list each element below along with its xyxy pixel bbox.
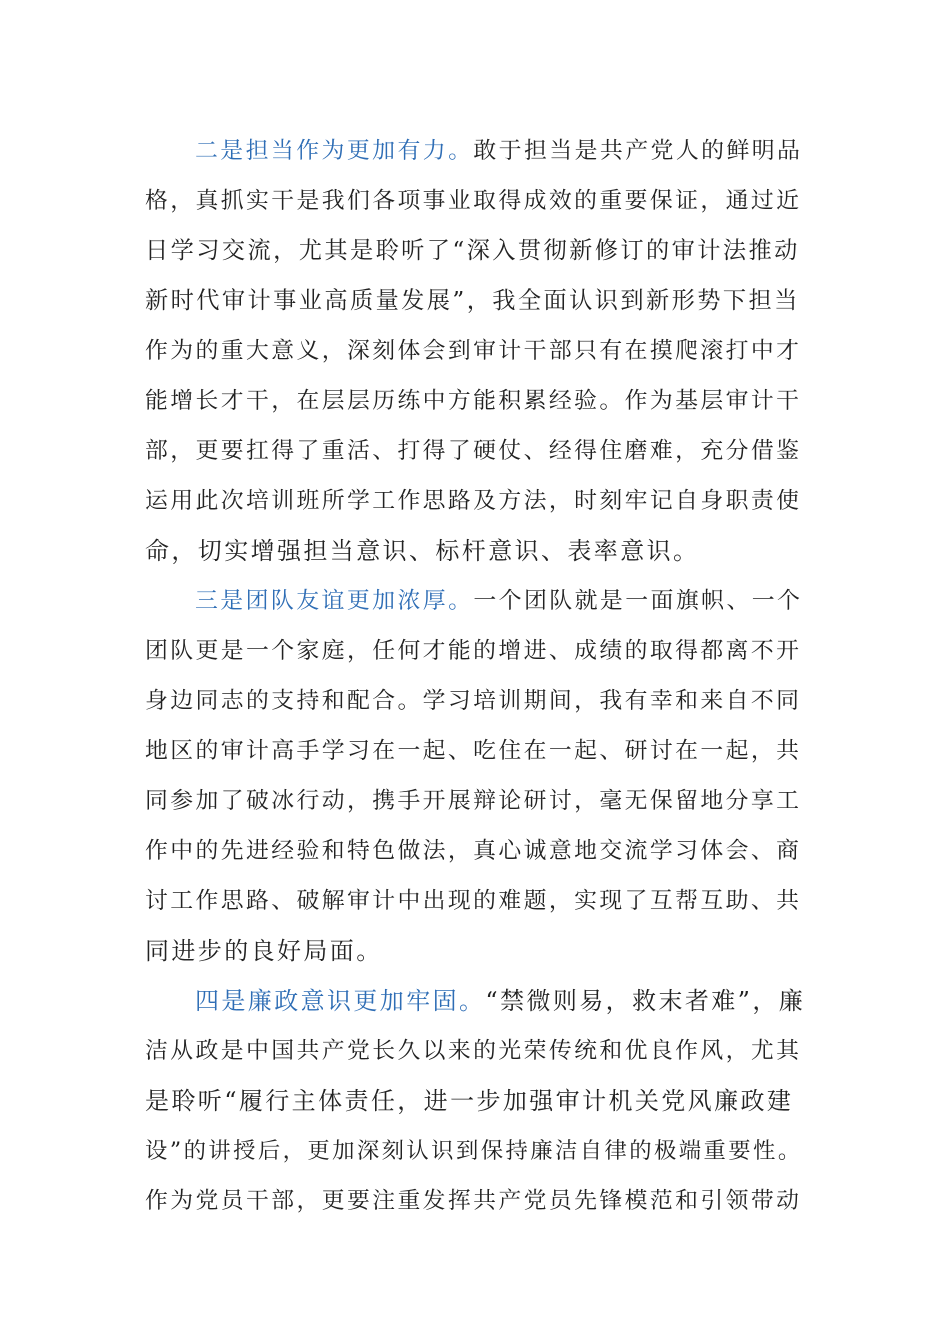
paragraph-text: “禁微则易，救末者难”，廉 [485, 987, 806, 1015]
paragraph-line: 作中的先进经验和特色做法，真心诚意地交流学习体会、商 [145, 838, 802, 864]
paragraph-heading: 二是担当作为更加有力。 [195, 138, 474, 164]
paragraph-line: 地区的审计高手学习在一起、吃住在一起、研讨在一起，共 [145, 738, 802, 764]
paragraph-line: 洁从政是中国共产党长久以来的光荣传统和优良作风，尤其 [145, 1038, 802, 1064]
paragraph-line [145, 126, 805, 176]
paragraph-line [145, 576, 805, 626]
paragraph-line: 格，真抓实干是我们各项事业取得成效的重要保证，通过近 [145, 188, 802, 214]
paragraph-line: 日学习交流，尤其是聆听了“深入贯彻新修订的审计法推动 [145, 237, 800, 264]
paragraph-line: 新时代审计事业高质量发展”，我全面认识到新形势下担当 [145, 287, 800, 314]
paragraph-line [145, 976, 805, 1026]
paragraph-text: 一个团队就是一面旗帜、一个 [473, 588, 803, 614]
paragraph-heading: 四是廉政意识更加牢固。 [195, 987, 486, 1015]
paragraph-line: 同进步的良好局面。 [145, 937, 383, 965]
paragraph-heading: 三是团队友谊更加浓厚。 [195, 588, 474, 614]
paragraph-line: 身边同志的支持和配合。学习培训期间，我有幸和来自不同 [145, 688, 802, 714]
paragraph-line: 团队更是一个家庭，任何才能的增进、成绩的取得都离不开 [145, 638, 802, 664]
document-body [145, 126, 805, 1226]
paragraph-line: 作为党员干部，更要注重发挥共产党员先锋模范和引领带动 [145, 1188, 802, 1214]
paragraph-line: 讨工作思路、破解审计中出现的难题，实现了互帮互助、共 [145, 888, 802, 914]
paragraph-line: 作为的重大意义，深刻体会到审计干部只有在摸爬滚打中才 [145, 338, 802, 364]
paragraph-line: 同参加了破冰行动，携手开展辩论研讨，毫无保留地分享工 [145, 788, 802, 814]
paragraph-line: 部，更要扛得了重活、打得了硬仗、经得住磨难，充分借鉴 [145, 438, 802, 464]
paragraph-line: 命，切实增强担当意识、标杆意识、表率意识。 [145, 537, 700, 565]
paragraph-line: 设”的讲授后，更加深刻认识到保持廉洁自律的极端重要性。 [145, 1138, 803, 1164]
paragraph-line: 是聆听“履行主体责任，进一步加强审计机关党风廉政建 [145, 1087, 794, 1115]
paragraph-text: 敢于担当是共产党人的鲜明品 [473, 138, 803, 164]
paragraph-line: 能增长才干，在层层历练中方能积累经验。作为基层审计干 [145, 388, 802, 414]
paragraph-line: 运用此次培训班所学工作思路及方法，时刻牢记自身职责使 [145, 488, 802, 514]
